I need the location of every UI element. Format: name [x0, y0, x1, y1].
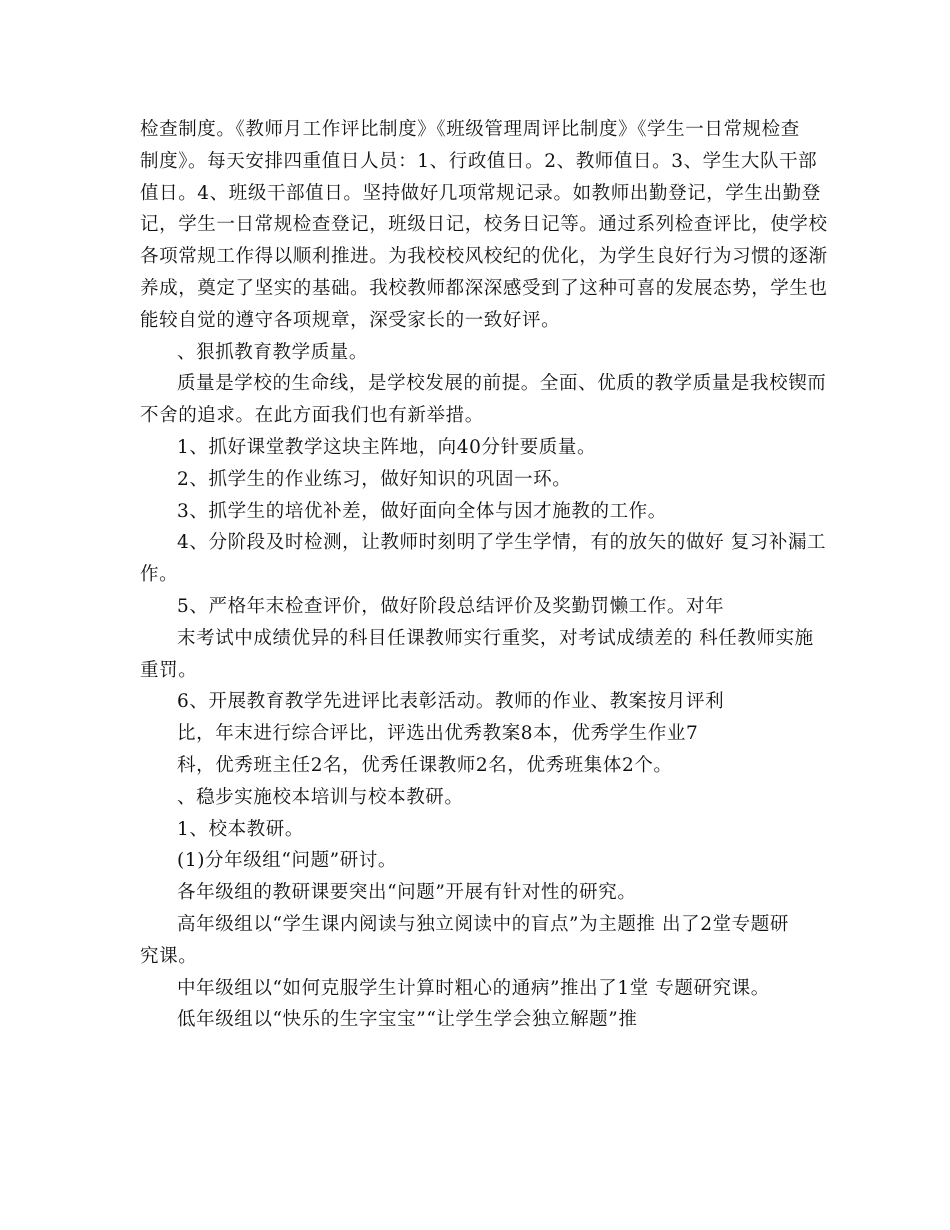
text-line: 重罚。 [140, 659, 198, 681]
text-line: 质量是学校的生命线，是学校发展的前提。全面、优质的教学质量是我校锲而 [177, 373, 827, 395]
text-line: 究课。 [140, 945, 198, 967]
text-line: 能较自觉的遵守各项规章，深受家长的一致好评。 [140, 309, 561, 331]
document-body [140, 114, 828, 1036]
text-line: 科，优秀班主任2名，优秀任课教师2名，优秀班集体2个。 [177, 754, 673, 776]
text-line: 比，年末进行综合评比，评选出优秀教案8本，优秀学生作业7 [177, 723, 699, 745]
text-line: 检查制度。《教师月工作评比制度》《班级管理周评比制度》《学生一日常规检查 [140, 119, 800, 140]
text-line: 低年级组以“快乐的生字宝宝”“让学生学会独立解题”推 [177, 1009, 638, 1031]
text-line: 记，学生一日常规检查登记，班级日记，校务日记等。通过系列检查评比，使学校 [140, 214, 828, 236]
text-line: 2、抓学生的作业练习，做好知识的巩固一环。 [177, 468, 572, 490]
text-line: 末考试中成绩优异的科目任课教师实行重奖，对考试成绩差的 科任教师实施 [177, 627, 814, 649]
text-line: 1、抓好课堂教学这块主阵地，向40分针要质量。 [177, 436, 597, 458]
text-line: 5、严格年末检查评价，做好阶段总结评价及奖勤罚懒工作。对年 [177, 595, 725, 617]
text-line: 养成，奠定了坚实的基础。我校教师都深深感受到了这种可喜的发展态势，学生也 [140, 277, 828, 299]
text-line: 6、开展教育教学先进评比表彰活动。教师的作业、教案按月评利 [177, 691, 725, 713]
text-line: 4、分阶段及时检测，让教师时刻明了学生学情，有的放矢的做好 复习补漏工 [177, 532, 827, 554]
text-line: 各年级组的教研课要突出“问题”开展有针对性的研究。 [177, 882, 637, 904]
text-line: 中年级组以“如何克服学生计算时粗心的通病”推出了1堂 专题研究课。 [177, 977, 770, 999]
text-line: 值日。4、班级干部值日。坚持做好几项常规记录。如教师出勤登记，学生出勤登 [140, 182, 821, 204]
text-line: 作。 [140, 564, 179, 586]
text-line: 、狠抓教育教学质量。 [177, 341, 369, 363]
text-line: 各项常规工作得以顺利推进。为我校校风校纪的优化，为学生良好行为习惯的逐渐 [140, 246, 828, 268]
text-line: 制度》。每天安排四重值日人员：1、行政值日。2、教师值日。3、学生大队干部 [140, 150, 818, 172]
text-line: 3、抓学生的培优补差，做好面向全体与因才施教的工作。 [177, 500, 667, 522]
text-line: 高年级组以“学生课内阅读与独立阅读中的盲点”为主题推 出了2堂专题研 [177, 913, 789, 935]
text-line: 不舍的追求。在此方面我们也有新举措。 [140, 405, 484, 427]
text-line: (1)分年级组“问题”研讨。 [177, 850, 398, 872]
text-line: 、稳步实施校本培训与校本教研。 [177, 786, 464, 808]
text-line: 1、校本教研。 [177, 818, 304, 840]
